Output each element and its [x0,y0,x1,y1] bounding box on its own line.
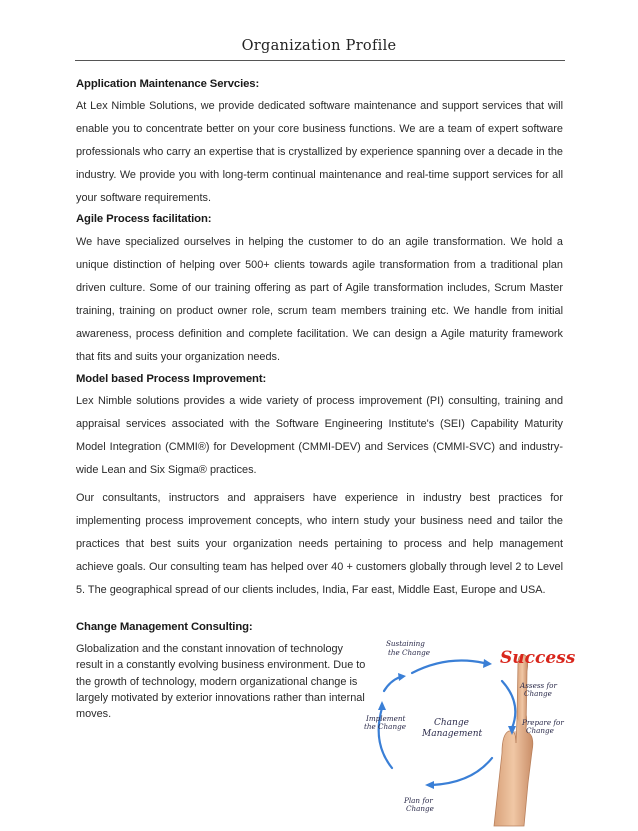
section-heading-change-management: Change Management Consulting: [76,621,253,633]
arrow-right [502,681,515,728]
section-paragraph-model-based-1: Lex Nimble solutions provides a wide variety of process improvement (PI) consulting, training and appraisal services associated with the Software Engineering Institute's (SEI) Capability Maturity Model Integration (CMMI®) for Development (CMMI-DEV) and Services (CMMI-SVC) and industry-wide Lean and Six Sigma® practices. [76,395,563,476]
header-rule [75,60,565,61]
change-management-cycle-illustration [352,633,576,826]
step-prepare-line1: Prepare for [522,718,564,727]
step-assess-line2: Change [524,689,552,698]
section-paragraph-model-based-2: Our consultants, instructors and appraisers have experience in industry best practices for implementing process improvement concepts, who intern study your business need and tailor the practices that best suits your organization needs pertaining to process and help management achieve goals. Our consulting team has helped over 40 + customers globally through level 2 to Level 5. The geographical spread of our clients includes, India, Far east, Middle East, Europe and USA. [76,492,563,596]
arrow-top [412,661,484,673]
page-title: Organization Profile [241,38,397,54]
section-paragraph-application-maintenance: At Lex Nimble Solutions, we provide dedicated software maintenance and support services that will enable you to concentrate better on your core business functions. We are a team of expert software professionals who carry an expertise that is crystallized by experience spanning over a decade in the industry. We provide you with long-term continual maintenance and real-time support services for all your software requirements. [76,100,563,204]
section-paragraph-change-management: Globalization and the constant innovation of technology result in a constantly evolving business environment. Due to the growth of technology, modern organizational change is largely motivated by exterior innovations rather than internal moves. [76,643,366,721]
section-heading-agile: Agile Process facilitation: [76,213,212,225]
section-paragraph-agile: We have specialized ourselves in helping the customer to do an agile transformation. We hold a unique distinction of helping over 500+ clients towards agile transformation from a traditional plan driven culture. Some of our training offering as part of Agile transformation includes, Scrum Master training, training on product owner role, scrum team members training etc. We handle from initial awareness, process definition and complete facilitation. We can design a Agile maturity framework that fits and suits your organization needs. [76,236,563,363]
step-plan-line2: Change [406,804,434,813]
step-sustaining-line1: Sustaining [386,639,425,648]
change-management-figure [352,633,576,826]
arrow-top-left [384,677,400,691]
step-implement-line1: Implement [366,714,406,723]
step-plan-line1: Plan for [404,796,433,805]
step-assess-line1: Assess for [520,681,557,690]
section-heading-application-maintenance: Application Maintenance Servcies: [76,78,260,90]
step-sustaining-line2: the Change [388,648,430,657]
center-label-line1: Change [434,718,469,728]
step-prepare-line2: Change [526,726,554,735]
step-implement-line2: the Change [364,722,406,731]
arrow-bottom-right [432,758,492,785]
center-label-line2: Management [422,729,483,739]
section-heading-model-based: Model based Process Improvement: [76,373,267,385]
success-label: Success [500,648,576,668]
